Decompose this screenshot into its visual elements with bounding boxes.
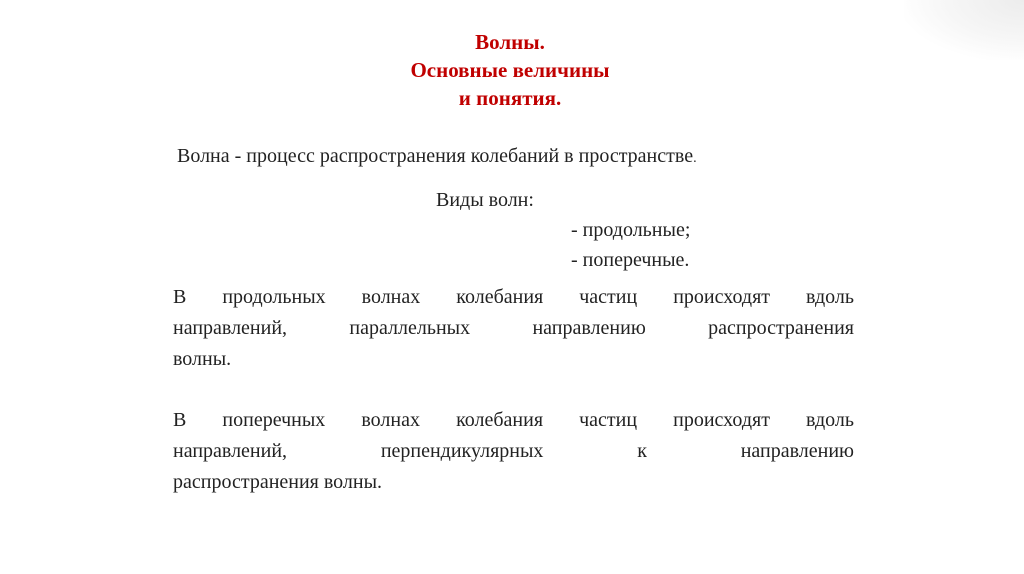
wave-type-item: - продольные;	[571, 219, 691, 241]
paragraph-line: В продольных волнах колебания частиц происходят вдоль	[173, 286, 854, 308]
slide-title	[300, 28, 720, 112]
longitudinal-paragraph	[173, 282, 854, 375]
title-line-1: Волны.	[475, 30, 545, 54]
transverse-paragraph	[173, 405, 854, 498]
paragraph-line: направлений, параллельных направлению распространения	[173, 317, 854, 339]
title-line-2: Основные величины	[410, 58, 610, 82]
wave-type-item: - поперечные.	[571, 249, 690, 271]
paragraph-line: направлений, перпендикулярных к направлению	[173, 440, 854, 462]
definition-text: Волна - процесс распространения колебаний в пространстве	[177, 145, 694, 167]
corner-shade	[904, 0, 1024, 60]
paragraph-line: волны.	[173, 348, 232, 370]
paragraph-line: В поперечных волнах колебания частиц происходят вдоль	[173, 409, 854, 431]
wave-definition	[177, 143, 697, 172]
title-line-3: и понятия.	[458, 86, 562, 110]
paragraph-line: распространения волны.	[173, 471, 383, 493]
wave-types-heading: Виды волн:	[436, 189, 534, 211]
definition-end: .	[693, 151, 697, 166]
